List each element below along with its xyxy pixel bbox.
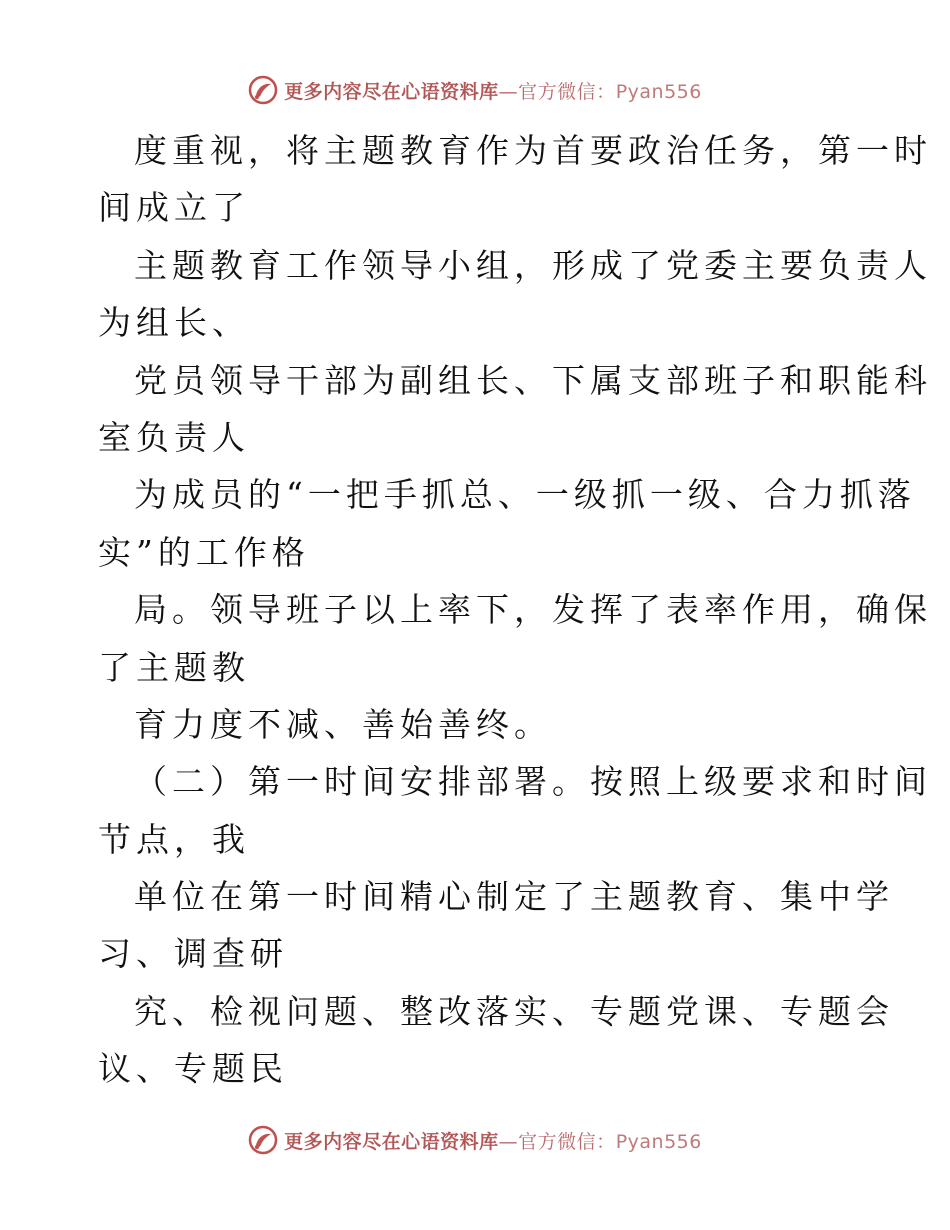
paragraph-line: 为成员的“一把手抓总、一级抓一级、合力抓落 bbox=[134, 475, 916, 515]
paragraph-line: 为组长、 bbox=[98, 303, 250, 343]
footer-dash: — bbox=[498, 1130, 519, 1153]
paragraph-line: 单位在第一时间精心制定了主题教育、集中学 bbox=[134, 877, 894, 917]
footer-wechat-label: 官方微信： bbox=[518, 1130, 616, 1153]
paragraph-line: 实”的工作格 bbox=[98, 532, 310, 572]
footer-wechat-id: Pyan556 bbox=[615, 1130, 702, 1153]
paragraph-line: 节点，我 bbox=[98, 819, 250, 859]
paragraph-line: 习、调查研 bbox=[98, 934, 288, 974]
paragraph-line: 局。领导班子以上率下，发挥了表率作用，确保 bbox=[134, 590, 932, 630]
footer-watermark-banner bbox=[0, 1120, 950, 1160]
paragraph-line: 间成立了 bbox=[98, 188, 250, 228]
paragraph-line: 议、专题民 bbox=[98, 1049, 288, 1089]
header-site-text: 更多内容尽在心语资料库 bbox=[284, 80, 499, 103]
footer-site-text: 更多内容尽在心语资料库 bbox=[284, 1130, 499, 1153]
header-wechat-label: 官方微信： bbox=[518, 80, 616, 103]
paragraph-line: （二）第一时间安排部署。按照上级要求和时间 bbox=[134, 762, 932, 802]
header-wechat-id: Pyan556 bbox=[615, 80, 702, 103]
paragraph-line: 育力度不减、善始善终。 bbox=[134, 704, 552, 744]
header-watermark-banner bbox=[0, 70, 950, 110]
paragraph-line: 党员领导干部为副组长、下属支部班子和职能科 bbox=[134, 360, 932, 400]
paragraph-line: 了主题教 bbox=[98, 647, 250, 687]
header-banner-text bbox=[284, 77, 702, 104]
paragraph-line: 主题教育工作领导小组，形成了党委主要负责人 bbox=[134, 245, 932, 285]
logo-icon bbox=[248, 75, 278, 105]
paragraph-line: 度重视，将主题教育作为首要政治任务，第一时 bbox=[134, 131, 932, 170]
paragraph-line: 室负责人 bbox=[98, 417, 250, 457]
document-body bbox=[98, 122, 932, 1098]
logo-icon bbox=[248, 1125, 278, 1155]
paragraph-line: 究、检视问题、整改落实、专题党课、专题会 bbox=[134, 991, 894, 1031]
footer-banner-text bbox=[284, 1127, 702, 1154]
header-dash: — bbox=[498, 80, 519, 103]
